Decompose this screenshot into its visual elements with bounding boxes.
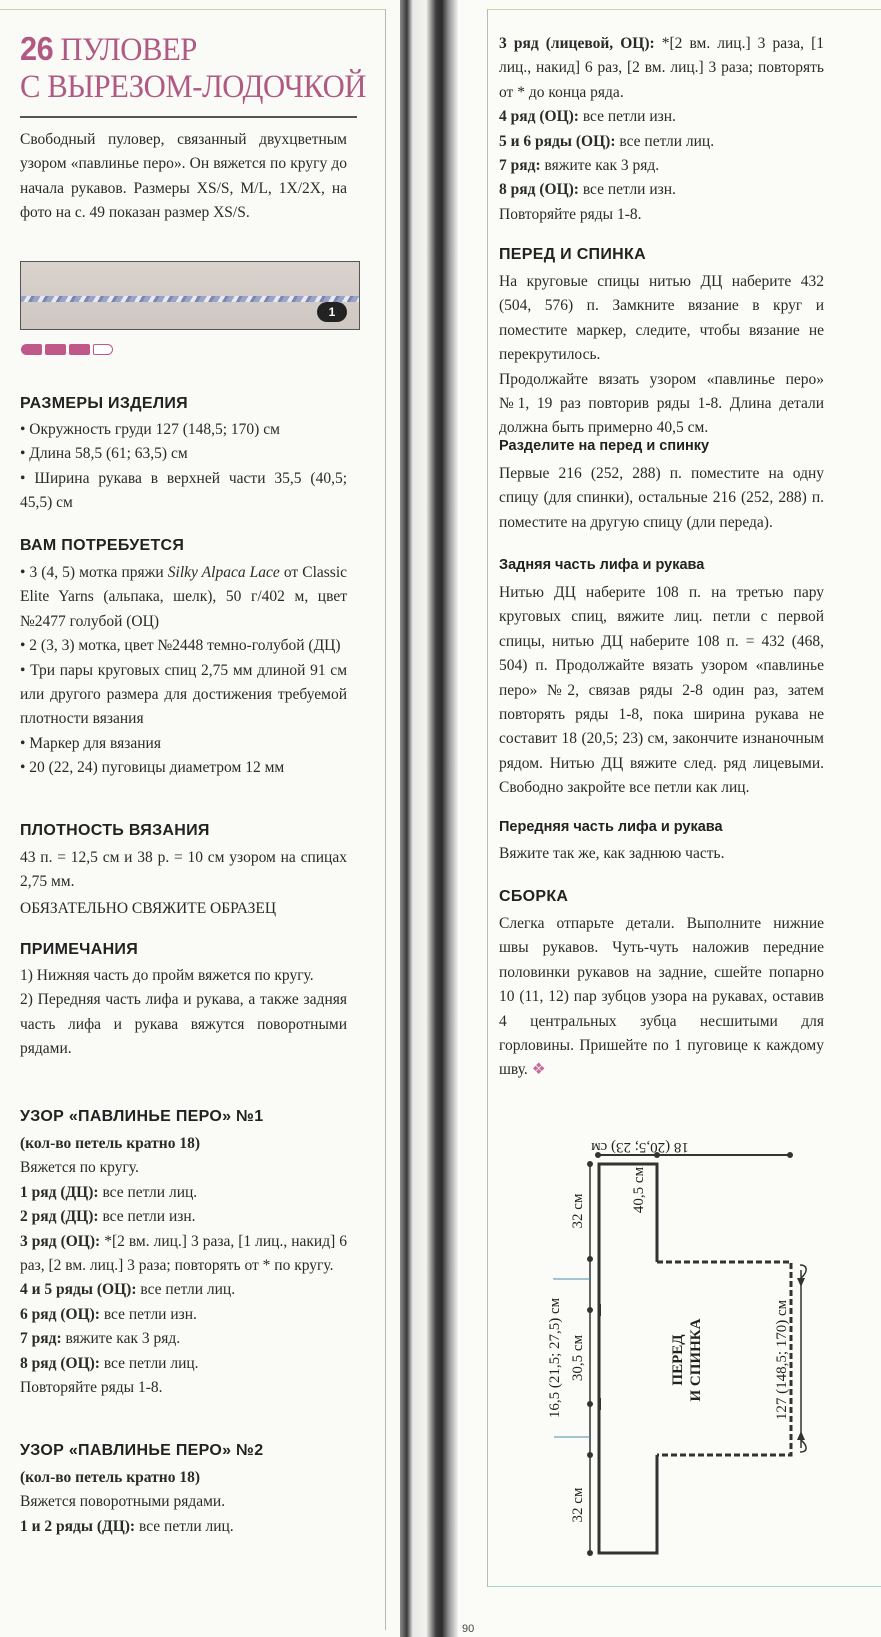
dot xyxy=(787,1152,793,1158)
dot xyxy=(587,1256,593,1262)
pattern1-heading: УЗОР «ПАВЛИНЬЕ ПЕРО» №1 xyxy=(20,1108,264,1125)
assembly-body: Слегка отпарьте детали. Выполните нижние швы рукавов. Чуть-чуть наложив передние половинки рукавов на задние, сшейте попарно 10 (11, 12) пар зубцов узора на рукавах, оставив 4 центральных зубца несшитыми для горловины. Пришейте по 1 пуговице к каждому шву. xyxy=(499,915,824,1079)
dot xyxy=(587,1550,593,1556)
row-label: 2 ряд (ДЦ): xyxy=(20,1208,99,1226)
row-label: 8 ряд (ОЦ): xyxy=(499,181,579,199)
materials-heading: ВАМ ПОТРЕБУЕТСЯ xyxy=(20,537,185,554)
page-number: 90 xyxy=(462,1623,475,1635)
material-item: • 20 (22, 24) пуговицы диаметром 12 мм xyxy=(20,759,285,777)
paragraph: Вяжите так же, как заднюю часть. xyxy=(499,845,725,862)
row-text: вяжите как 3 ряд. xyxy=(540,157,660,175)
material-text: от Classic Elite Yarns (альпака, шелк), 50 г/402 м, цвет №2477 голубой (ОЦ) xyxy=(20,564,348,630)
note-item: 1) Нижняя часть до пройм вяжется по кругу. xyxy=(20,967,314,984)
row-label: 6 ряд (ОЦ): xyxy=(20,1305,100,1323)
yarn-weight-icon: 1 xyxy=(317,302,347,322)
arrowhead xyxy=(797,1278,805,1287)
size-item: • Ширина рукава в верхней части 35,5 (40,5; 45,5) см xyxy=(20,469,347,512)
paragraph: Нитью ДЦ наберите 108 п. на третью пару круговых спиц, вяжите лиц. петли с первой спицы, нитью ДЦ наберите 108 п. = 432 (468, 504) п. Продолжайте вязать узором «павлинье перо» №2, связав ряды 2-8 один раз, затем повторять ряды 1-8, пока ширина рукава не составит 18 (20,5; 23) см, закончите изнаночным рядом. Нитью ДЦ вяжите след. ряд лицевыми. Свободно закройте все петли как лиц. xyxy=(499,584,824,797)
front-back-heading: ПЕРЕД И СПИНКА xyxy=(499,246,646,263)
row-text: все петли лиц. xyxy=(615,132,715,150)
dot xyxy=(587,1161,593,1167)
chest-label: 127 (148,5; 170) см xyxy=(774,1299,790,1421)
title-line-2: С ВЫРЕЗОМ-ЛОДОЧКОЙ xyxy=(20,69,367,105)
piece-label-front: ПЕРЕД xyxy=(670,1334,686,1386)
size-item: • Длина 58,5 (61; 63,5) см xyxy=(20,445,188,463)
gauge-heading: ПЛОТНОСТЬ ВЯЗАНИЯ xyxy=(20,822,210,839)
row-label: 7 ряд: xyxy=(20,1330,62,1348)
row-label: 4 и 5 ряды (ОЦ): xyxy=(20,1281,137,1299)
pattern-number: 26 xyxy=(20,30,54,67)
pattern1-multiple: (кол-во петель кратно 18) xyxy=(20,1135,200,1152)
subheading-back: Задняя часть лифа и рукава xyxy=(499,557,705,573)
material-item: • Три пары круговых спиц 2,75 мм длиной 91 см или другого размера для достижения требуемой плотности вязания xyxy=(20,661,347,728)
size-item: • Окружность груди 127 (148,5; 170) см xyxy=(20,421,280,438)
row-text: все петли лиц. xyxy=(135,1517,234,1535)
paragraph: На круговые спицы нитью ДЦ наберите 432 (504, 576) п. Замкните вязание в круг и поместите маркер, следите, чтобы вязание не перекрутилось. xyxy=(499,273,824,364)
pattern1-repeat: Повторяйте ряды 1-8. xyxy=(20,1379,163,1397)
pattern2-intro: Вяжется поворотными рядами. xyxy=(20,1493,226,1511)
row-text: все петли изн. xyxy=(98,1208,196,1226)
neck-opening-label: 30,5 см xyxy=(570,1334,586,1382)
intro-text: Свободный пуловер, связанный двухцветным узором «павлинье перо». Он вяжется по кругу до начала рукавов. Размеры XS/S, M/L, 1X/2X, на фото на с. 49 показан размер XS/S. xyxy=(20,131,347,222)
pattern2-repeat: Повторяйте ряды 1-8. xyxy=(499,205,642,223)
row-label: 7 ряд: xyxy=(499,157,541,175)
title-line-1: ПУЛОВЕР xyxy=(60,32,197,68)
arrowhead xyxy=(797,1431,805,1440)
material-item: • 2 (3, 3) мотка, цвет №2448 темно-голубой (ДЦ) xyxy=(20,637,341,655)
row-label: 4 ряд (ОЦ): xyxy=(499,108,579,126)
pattern1-intro: Вяжется по кругу. xyxy=(20,1159,139,1177)
assembly-heading: СБОРКА xyxy=(499,888,569,905)
row-text: все петли изн. xyxy=(578,108,676,126)
body-length-label: 40,5 см xyxy=(631,1166,647,1214)
row-text: все петли лиц. xyxy=(136,1281,236,1299)
material-item: • Маркер для вязания xyxy=(20,734,161,752)
pattern2-multiple: (кол-во петель кратно 18) xyxy=(20,1469,200,1486)
paragraph: Первые 216 (252, 288) п. поместите на одну спицу (для спинки), остальные 216 (252, 288) п. поместите на другую спицу (дли переда). xyxy=(499,465,824,531)
material-text: • 3 (4, 5) мотка пряжи xyxy=(20,564,168,581)
yarn-name: Silky Alpaca Lace xyxy=(167,564,280,581)
row-text: все петли лиц. xyxy=(98,1183,198,1201)
row-text: *[2 вм. лиц.] 3 раза, [1 лиц., накид] 6 раз, [2 вм. лиц.] 3 раза; повторять от * по кругу. xyxy=(20,1232,347,1275)
paragraph: Продолжайте вязать узором «павлинье перо» №1, 19 раз повторив ряды 1-8. Длина детали должна быть примерно 40,5 см. xyxy=(499,370,824,437)
row-text: все петли изн. xyxy=(99,1305,197,1323)
note-item: 2) Передняя часть лифа и рукава, а также задняя часть лифа и рукава вяжутся поворотными рядами. xyxy=(20,991,347,1058)
subheading-divide: Разделите на перед и спинку xyxy=(499,438,710,454)
gauge-note: ОБЯЗАТЕЛЬНО СВЯЖИТЕ ОБРАЗЕЦ xyxy=(20,899,277,917)
end-mark-icon: ❖ xyxy=(531,1061,546,1079)
row-label: 3 ряд (ОЦ): xyxy=(20,1232,101,1250)
pattern2-heading: УЗОР «ПАВЛИНЬЕ ПЕРО» №2 xyxy=(20,1442,264,1459)
row-text: вяжите как 3 ряд. xyxy=(61,1330,181,1348)
dot xyxy=(587,1452,593,1458)
row-text: все петли изн. xyxy=(578,181,676,199)
sleeve-width-label: 18 (20,5; 23) см xyxy=(591,1139,689,1155)
piece-outline xyxy=(599,1164,657,1553)
sleeve-bottom-label: 32 см xyxy=(570,1487,586,1523)
row-text: *[2 вм. лиц.] 3 раза, [1 лиц., накид] 6 раз, [2 вм. лиц.] 3 раза; повторять от * до конца ряда. xyxy=(499,35,824,101)
row-text: все петли лиц. xyxy=(99,1354,199,1372)
row-label: 3 ряд (лицевой, ОЦ): xyxy=(499,35,655,52)
dot xyxy=(587,1307,593,1313)
neck-leader-top xyxy=(554,1278,590,1279)
sleeve-top-label: 32 см xyxy=(570,1193,586,1229)
notes-heading: ПРИМЕЧАНИЯ xyxy=(20,941,139,958)
piece-label-back: И СПИНКА xyxy=(688,1318,704,1402)
row-label: 5 и 6 ряды (ОЦ): xyxy=(499,132,616,150)
gauge-text: 43 п. = 12,5 см и 38 р. = 10 см узором на спицах 2,75 мм. xyxy=(20,849,347,891)
subheading-front: Передняя часть лифа и рукава xyxy=(499,819,723,835)
sizes-heading: РАЗМЕРЫ ИЗДЕЛИЯ xyxy=(20,395,188,412)
row-label: 1 ряд (ДЦ): xyxy=(20,1183,99,1201)
dot xyxy=(587,1401,593,1407)
row-label: 1 и 2 ряды (ДЦ): xyxy=(20,1517,136,1535)
row-label: 8 ряд (ОЦ): xyxy=(20,1354,100,1372)
neck-offset-label: 16,5 (21,5; 27,5) см xyxy=(547,1297,563,1419)
